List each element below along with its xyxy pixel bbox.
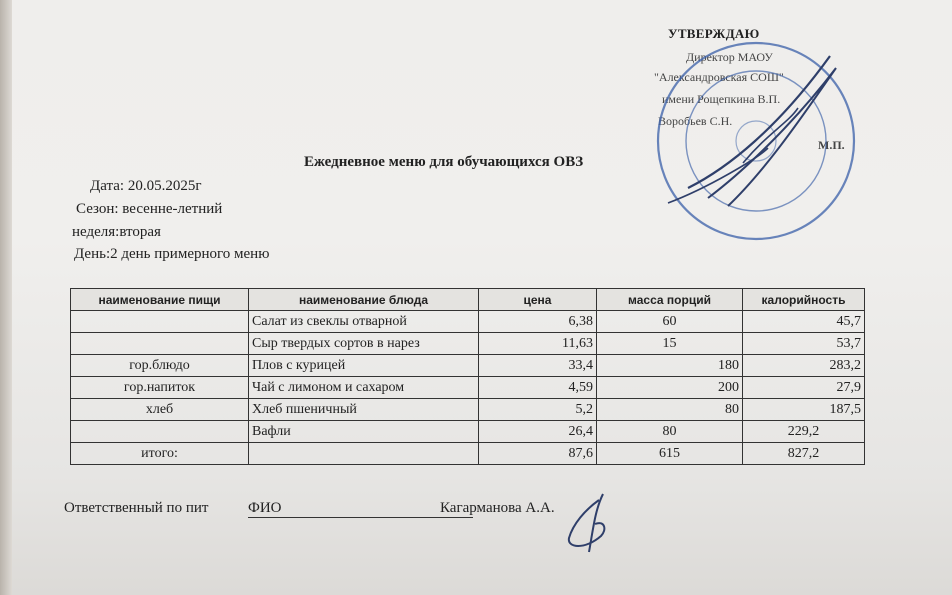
cell-mass: 200 [597, 377, 743, 399]
handwritten-signature [555, 490, 625, 560]
cell-price: 6,38 [479, 311, 597, 333]
cell-price: 11,63 [479, 333, 597, 355]
school-stamp-seal [648, 38, 868, 248]
table-row [71, 333, 865, 355]
menu-table [70, 288, 865, 465]
col-header-kcal: калорийность [743, 289, 865, 311]
approval-mp: М.П. [818, 138, 845, 152]
table-row [71, 399, 865, 421]
table-row [71, 311, 865, 333]
cell-price: 26,4 [479, 421, 597, 443]
col-header-mass: масса порций [597, 289, 743, 311]
total-mass: 615 [597, 443, 743, 465]
cell-dish: Хлеб пшеничный [249, 399, 479, 421]
col-header-meal: наименование пищи [71, 289, 249, 311]
cell-dish: Чай с лимоном и сахаром [249, 377, 479, 399]
cell-kcal: 27,9 [743, 377, 865, 399]
total-price: 87,6 [479, 443, 597, 465]
cell-dish: Плов с курицей [249, 355, 479, 377]
cell-price: 33,4 [479, 355, 597, 377]
total-kcal: 827,2 [743, 443, 865, 465]
cell-dish: Салат из свеклы отварной [249, 311, 479, 333]
cell-mass: 80 [597, 399, 743, 421]
cell-mass: 80 [597, 421, 743, 443]
cell-price: 5,2 [479, 399, 597, 421]
cell-meal: гор.напиток [71, 377, 249, 399]
cell-meal: гор.блюдо [71, 355, 249, 377]
col-header-dish: наименование блюда [249, 289, 479, 311]
responsible-label: Ответственный по пит [64, 500, 209, 516]
total-label: итого: [71, 443, 249, 465]
menu-date: Дата: 20.05.2025г [90, 178, 202, 194]
cell-kcal: 283,2 [743, 355, 865, 377]
cell-meal [71, 311, 249, 333]
cell-mass: 15 [597, 333, 743, 355]
approval-school: "Александровская СОШ" [654, 70, 784, 84]
table-row [71, 355, 865, 377]
table-total-row [71, 443, 865, 465]
fio-field: ФИО [248, 500, 473, 518]
menu-season: Сезон: весенне-летний [76, 201, 223, 217]
approval-heading: УТВЕРЖДАЮ [668, 26, 760, 41]
cell-kcal: 187,5 [743, 399, 865, 421]
cell-meal [71, 421, 249, 443]
cell-kcal: 229,2 [743, 421, 865, 443]
cell-price: 4,59 [479, 377, 597, 399]
total-dish [249, 443, 479, 465]
table-row [71, 421, 865, 443]
cell-kcal: 53,7 [743, 333, 865, 355]
col-header-price: цена [479, 289, 597, 311]
cell-mass: 60 [597, 311, 743, 333]
table-row [71, 377, 865, 399]
approval-named: имени Рощепкина В.П. [662, 92, 781, 106]
document-title: Ежедневное меню для обучающихся ОВЗ [304, 154, 584, 170]
cell-meal: хлеб [71, 399, 249, 421]
responsible-name: Кагарманова А.А. [440, 500, 555, 516]
table-header-row [71, 289, 865, 311]
menu-week: неделя:вторая [72, 224, 161, 240]
cell-dish: Сыр твердых сортов в нарез [249, 333, 479, 355]
cell-kcal: 45,7 [743, 311, 865, 333]
approval-director: Воробьев С.Н. [658, 114, 733, 128]
page-edge-shadow [0, 0, 12, 595]
menu-day: День:2 день примерного меню [74, 246, 270, 262]
cell-dish: Вафли [249, 421, 479, 443]
approval-position: Директор МАОУ [686, 50, 773, 64]
cell-meal [71, 333, 249, 355]
cell-mass: 180 [597, 355, 743, 377]
